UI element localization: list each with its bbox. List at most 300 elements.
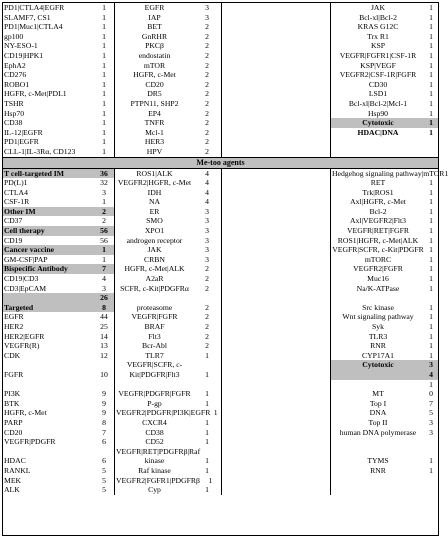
count-value: 1 [102, 12, 106, 22]
target-label: CD38 [145, 427, 164, 437]
table-row [222, 380, 330, 390]
target-label: androgen receptor [126, 235, 183, 245]
target-label: CD37 [4, 216, 23, 226]
target-label: ROBO1 [4, 79, 30, 89]
table-row [331, 41, 438, 51]
target-label: P-gp [147, 398, 162, 408]
table-row [115, 447, 221, 457]
table-row [331, 360, 438, 370]
table-row [115, 128, 221, 138]
table-row [3, 389, 114, 399]
target-label [331, 147, 424, 157]
count-value: 1 [429, 187, 433, 197]
top-section [3, 3, 438, 157]
table-row [3, 61, 114, 71]
target-label: CRBN [144, 254, 165, 264]
target-label [331, 380, 424, 390]
count-value [424, 293, 438, 303]
target-label [3, 360, 94, 370]
table-row [222, 447, 330, 457]
count-value: 1 [429, 118, 433, 128]
target-label: Top I [369, 398, 387, 408]
target-label [331, 485, 424, 495]
table-row [115, 360, 221, 370]
table-row [115, 466, 221, 476]
table-row [3, 456, 114, 466]
count-value: 1 [429, 456, 433, 466]
target-label: Cytotoxic [362, 360, 394, 370]
table-row [222, 13, 330, 23]
target-label: Flt3 [148, 331, 161, 341]
count-value: 1 [208, 475, 213, 485]
table-row [331, 207, 438, 217]
table-row [115, 99, 221, 109]
count-value: 1 [102, 137, 106, 147]
target-label: Cytotoxic [362, 118, 394, 128]
target-label: CLL-1|IL-3Rα, CD123 [4, 146, 76, 156]
count-value: 1 [205, 465, 209, 475]
target-label: Axl|VEGFR2|Flt3 [349, 216, 407, 226]
count-value: 1 [429, 50, 433, 60]
count-value: 4 [205, 168, 209, 178]
target-label: CSF-1R [4, 197, 30, 207]
table-row [331, 264, 438, 274]
count-value: 1 [429, 79, 433, 89]
table-row [222, 437, 330, 447]
table-row [3, 109, 114, 119]
table-row [222, 293, 330, 303]
count-value: 2 [205, 264, 209, 274]
count-value: 1 [429, 254, 433, 264]
count-value: 1 [205, 389, 209, 399]
target-label: PKCβ [145, 41, 164, 51]
table-row [3, 476, 114, 486]
target-label: CD276 [4, 70, 27, 80]
table-row [115, 437, 221, 447]
target-label: Kit|PDGFR|Flt3 [129, 369, 180, 379]
table-row [3, 360, 114, 370]
target-label [115, 380, 193, 390]
count-value: 1 [429, 206, 433, 216]
count-value: 1 [429, 341, 433, 351]
count-value: 3 [205, 3, 209, 12]
target-label: XPO1 [144, 226, 165, 236]
table-row [3, 169, 114, 179]
count-value: 1 [429, 465, 433, 475]
table-row [331, 80, 438, 90]
target-label: PARP [4, 417, 23, 427]
target-label: VEGFR2|CSF-1R|FGFR [339, 70, 417, 80]
table-row [331, 437, 438, 447]
table-row [222, 197, 330, 207]
count-value: 44 [100, 312, 108, 322]
table-row [115, 389, 221, 399]
table-row [222, 61, 330, 71]
target-label: SCFR, c-Kit|PDGFRα [120, 283, 189, 293]
count-value [424, 147, 438, 157]
top-col-2 [115, 3, 222, 157]
table-row [115, 137, 221, 147]
table-row [3, 51, 114, 61]
bottom-col-2 [115, 169, 222, 495]
count-value: 6 [102, 456, 106, 466]
target-label: Bcl-xl|Bcl-2 [359, 12, 397, 22]
table-row [331, 61, 438, 71]
table-row [3, 485, 114, 495]
count-value: 1 [429, 302, 433, 312]
count-value: 32 [100, 178, 108, 188]
table-row [222, 322, 330, 332]
table-row [331, 245, 438, 255]
table-row [331, 293, 438, 303]
target-label: gp100 [4, 31, 24, 41]
table-row [115, 476, 221, 486]
target-label: VEGFR|PDGFR|FGFR [118, 389, 191, 399]
table-row [115, 109, 221, 119]
table-row [331, 303, 438, 313]
count-value: 1 [429, 350, 433, 360]
target-label: KRAS G12C [357, 22, 399, 32]
bottom-section [3, 168, 448, 495]
table-row [331, 274, 438, 284]
target-label: Other IM [4, 206, 36, 216]
table-row [331, 399, 438, 409]
count-value: 4 [102, 274, 106, 284]
table-row [3, 118, 114, 128]
target-label: Hedgehog signaling pathway|mTOR [332, 168, 445, 178]
table-row [222, 274, 330, 284]
count-value: 1 [429, 3, 433, 12]
target-label: Bcl-2 [369, 206, 387, 216]
count-value: 25 [100, 322, 108, 331]
count-value: 1 [102, 50, 106, 60]
table-row [3, 137, 114, 147]
target-label: Trk|ROS1 [362, 187, 394, 197]
table-row [115, 51, 221, 61]
table-row [331, 447, 438, 457]
table-row [222, 360, 330, 370]
table-row [115, 61, 221, 71]
target-label: Muc16 [367, 274, 389, 284]
table-row [331, 178, 438, 188]
table-row [222, 466, 330, 476]
count-value: 4 [205, 178, 209, 188]
table-row [3, 236, 114, 246]
table-row [3, 32, 114, 42]
target-label: VEGFR|PDGFR [4, 437, 56, 447]
bottom-col-1 [3, 169, 115, 495]
table-row [222, 70, 330, 80]
table-row [222, 284, 330, 294]
table-row [331, 137, 438, 147]
target-label: PD(L)1 [4, 178, 28, 188]
table-row [3, 447, 114, 457]
table-row [331, 70, 438, 80]
table-row [222, 428, 330, 438]
target-label: VEGFR2|FGFR [353, 264, 403, 274]
table-row [331, 351, 438, 361]
table-row [115, 322, 221, 332]
target-label: CDK [4, 350, 21, 360]
count-value: 3 [205, 226, 209, 236]
count-value: 1 [429, 178, 433, 188]
count-value: 1 [429, 12, 433, 22]
count-value: 1 [102, 60, 106, 70]
count-value: 1 [213, 408, 218, 418]
target-label: VEGFR|SCFR, c- [126, 360, 183, 370]
target-label [331, 370, 424, 380]
table-row [115, 41, 221, 51]
table-row [222, 169, 330, 179]
count-value: 8 [102, 417, 106, 427]
target-label: Syk [372, 322, 384, 331]
table-row [331, 188, 438, 198]
table-row [115, 245, 221, 255]
table-row [115, 216, 221, 226]
me-too-agents-banner: Me-too agents [3, 157, 438, 169]
count-value: 1 [429, 22, 433, 32]
table-row [331, 226, 438, 236]
count-value: 3 [205, 12, 209, 22]
count-value: 2 [205, 31, 209, 41]
table-row [222, 118, 330, 128]
count-value: 3 [102, 187, 106, 197]
target-label: HGFR, c-Met [133, 70, 176, 80]
target-label: SLAMF7, CS1 [4, 12, 51, 22]
count-value: 1 [102, 31, 106, 41]
table-row [222, 99, 330, 109]
table-row [115, 284, 221, 294]
target-label: NY-ESO-1 [4, 41, 38, 51]
count-value: 9 [102, 398, 106, 408]
table-row [3, 351, 114, 361]
target-label: CD19|HPK1 [4, 50, 44, 60]
count-value: 2 [205, 322, 209, 331]
table-row [115, 32, 221, 42]
count-value [94, 380, 114, 390]
table-row [222, 255, 330, 265]
table-row [331, 22, 438, 32]
table-row [222, 351, 330, 361]
table-row [3, 284, 114, 294]
count-value: 1 [205, 456, 209, 466]
table-row [331, 109, 438, 119]
count-value: 6 [102, 437, 106, 447]
table-row [3, 22, 114, 32]
target-label: EP4 [148, 108, 161, 118]
target-label: CYP17A1 [361, 350, 395, 360]
count-value: 3 [205, 235, 209, 245]
table-row [331, 466, 438, 476]
count-value [193, 380, 221, 390]
table-row [222, 41, 330, 51]
count-value: 1 [102, 127, 106, 137]
table-row [115, 178, 221, 188]
target-label [331, 476, 424, 486]
count-value [94, 447, 114, 457]
count-value: 3 [102, 283, 106, 293]
table-row [115, 264, 221, 274]
count-value: 1 [102, 98, 106, 108]
table-row [331, 322, 438, 332]
top-col-3 [222, 3, 331, 157]
count-value: 1 [429, 283, 433, 293]
table-row [222, 128, 330, 138]
count-value: 1 [102, 197, 106, 207]
table-row [331, 216, 438, 226]
target-label: Src kinase [362, 302, 394, 312]
table-row [331, 168, 448, 179]
count-value: 1 [429, 127, 433, 137]
target-label: VEGFR2|FGFR1|PDGFRβ [116, 475, 200, 485]
target-label: EGFR [4, 312, 24, 322]
target-label: proteasome [136, 302, 173, 312]
table-row [115, 236, 221, 246]
target-label: RET [370, 178, 386, 188]
count-value: 2 [102, 206, 106, 216]
count-value: 2 [205, 60, 209, 70]
count-value [424, 447, 438, 457]
count-value [424, 137, 438, 147]
count-value: 1 [102, 254, 106, 264]
count-value: 1 [429, 312, 433, 322]
count-value: 2 [205, 50, 209, 60]
table-row [331, 332, 438, 342]
target-label: Raf kinase [138, 465, 171, 475]
target-label: A2aR [145, 274, 164, 284]
table-row [331, 51, 438, 61]
table-row [115, 428, 221, 438]
target-label: CXCR4 [142, 417, 167, 427]
target-label: VEGFR|SCFR, c-Kit|PDGFR [332, 245, 424, 255]
count-value: 1 [444, 168, 448, 178]
target-label: HGFR, c-Met|PDL1 [4, 89, 67, 99]
table-row [3, 80, 114, 90]
table-row [3, 89, 114, 99]
count-value: 1 [429, 274, 433, 284]
count-value: 9 [102, 408, 106, 418]
bottom-col-3 [222, 169, 331, 495]
count-value: 2 [205, 70, 209, 80]
table-row [331, 255, 438, 265]
target-label: NA [148, 197, 161, 207]
table-row [222, 22, 330, 32]
table-row [3, 418, 114, 428]
target-label: GM-CSF|PAP [4, 254, 48, 264]
table-row [3, 312, 114, 322]
table-row [115, 341, 221, 351]
count-value: 1 [102, 146, 106, 156]
count-value: 7 [102, 264, 106, 274]
target-label: Bispecific Antibody [4, 264, 68, 274]
table-row [115, 303, 221, 313]
table-row [115, 3, 221, 13]
target-label: CD20 [4, 427, 23, 437]
count-value: 2 [205, 108, 209, 118]
table-row [115, 255, 221, 265]
table-row [222, 312, 330, 322]
target-label: VEGFR|FGFR1|CSF-1R [339, 50, 417, 60]
count-value [193, 293, 221, 303]
target-label: ALK [4, 485, 20, 495]
count-value: 3 [429, 360, 433, 370]
count-value: 4 [205, 197, 209, 207]
count-value: 1 [102, 70, 106, 80]
target-label: IAP [148, 12, 161, 22]
count-value [424, 485, 438, 495]
target-label: VEGFR2|PDGFR|PI3K|EGFR [116, 408, 211, 418]
count-value: 1 [102, 41, 106, 51]
count-value [200, 447, 221, 457]
table-row [3, 147, 114, 157]
top-col-4 [331, 3, 438, 157]
target-label: ER [149, 206, 160, 216]
count-value: 1 [102, 108, 106, 118]
table-row [115, 207, 221, 217]
target-label: Cyp [148, 485, 161, 495]
count-value: 2 [205, 89, 209, 99]
table-row [3, 341, 114, 351]
target-label: PD1|Muc1|CTLA4 [4, 22, 63, 32]
count-value [424, 476, 438, 486]
table-row [222, 109, 330, 119]
target-label: BRAF [144, 322, 165, 331]
top-col-1 [3, 3, 115, 157]
table-row [222, 89, 330, 99]
target-label: BET [147, 22, 162, 32]
count-value: 1 [429, 264, 433, 274]
count-value: 1 [429, 197, 433, 207]
target-label: Mcl-1 [145, 127, 164, 137]
table-row [222, 216, 330, 226]
table-row [331, 13, 438, 23]
count-value: 3 [205, 245, 209, 255]
table-row [115, 169, 221, 179]
target-label: TNFR [144, 118, 165, 128]
count-value: 1 [429, 216, 433, 226]
target-label: TSHR [4, 98, 24, 108]
table-row [3, 264, 114, 274]
count-value: 56 [100, 235, 108, 245]
target-label: endostatin [138, 50, 171, 60]
target-label: Na/K-ATPase [356, 283, 400, 293]
table-row [222, 188, 330, 198]
target-label: VEGFR|RET|PDGFRβ|Raf [116, 446, 201, 456]
count-value: 1 [205, 350, 209, 360]
table-row [331, 370, 438, 380]
count-value: 2 [205, 283, 209, 293]
count-value: 1 [429, 70, 433, 80]
target-label: ROS1|ALK [136, 168, 173, 178]
table-row [222, 341, 330, 351]
table-row [331, 118, 438, 128]
count-value: 2 [205, 22, 209, 32]
target-label: TLR7 [145, 350, 164, 360]
count-value: 4 [205, 187, 209, 197]
table-row [3, 466, 114, 476]
count-value: 1 [429, 31, 433, 41]
table-row [222, 3, 330, 13]
target-label: JAK [147, 245, 162, 255]
target-label: CTLA4 [4, 187, 28, 197]
table-row [115, 118, 221, 128]
count-value: 12 [100, 350, 108, 360]
table-row [222, 236, 330, 246]
table-row [331, 428, 438, 438]
table-row [3, 428, 114, 438]
target-label: PD1|EGFR [4, 137, 39, 147]
target-label: HER3 [144, 137, 165, 147]
